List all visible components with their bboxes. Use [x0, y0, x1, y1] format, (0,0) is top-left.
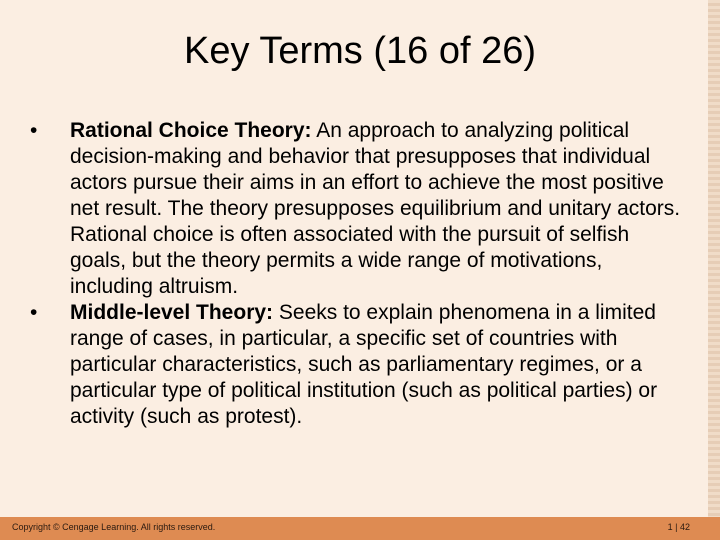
copyright-notice: Copyright © Cengage Learning. All rights reserved.	[12, 522, 216, 532]
page-number: 1 | 42	[667, 522, 690, 532]
footer-bar	[0, 517, 720, 540]
bullet-list	[24, 118, 688, 430]
bullet-icon: •	[30, 301, 38, 324]
bullet-text: An approach to analyzing political decision-making and behavior that presupposes that individual actors pursue their aims in an effort to achieve the most positive net result. The theory presupposes equilibrium and unitary actors. Rational choice is often associated with the pursuit of selfish goals, but the theory permits a wide range of motivations, including altruism.	[70, 119, 681, 298]
bullet-text: Seeks to explain phenomena in a limited range of cases, in particular, a specific set of countries with particular characteristics, such as parliamentary regimes, or a particular type of political institution (such as political parties) or activity (such as protest).	[70, 301, 658, 428]
bullet-icon: •	[30, 119, 38, 142]
bullet-term: Rational Choice Theory:	[70, 119, 312, 142]
decorative-side-strip	[708, 0, 720, 517]
bullet-item-middle-level	[24, 300, 688, 430]
slide-title: Key Terms (16 of 26)	[183, 30, 536, 72]
bullet-term: Middle-level Theory:	[70, 301, 274, 324]
bullet-item-rational-choice	[24, 118, 688, 300]
